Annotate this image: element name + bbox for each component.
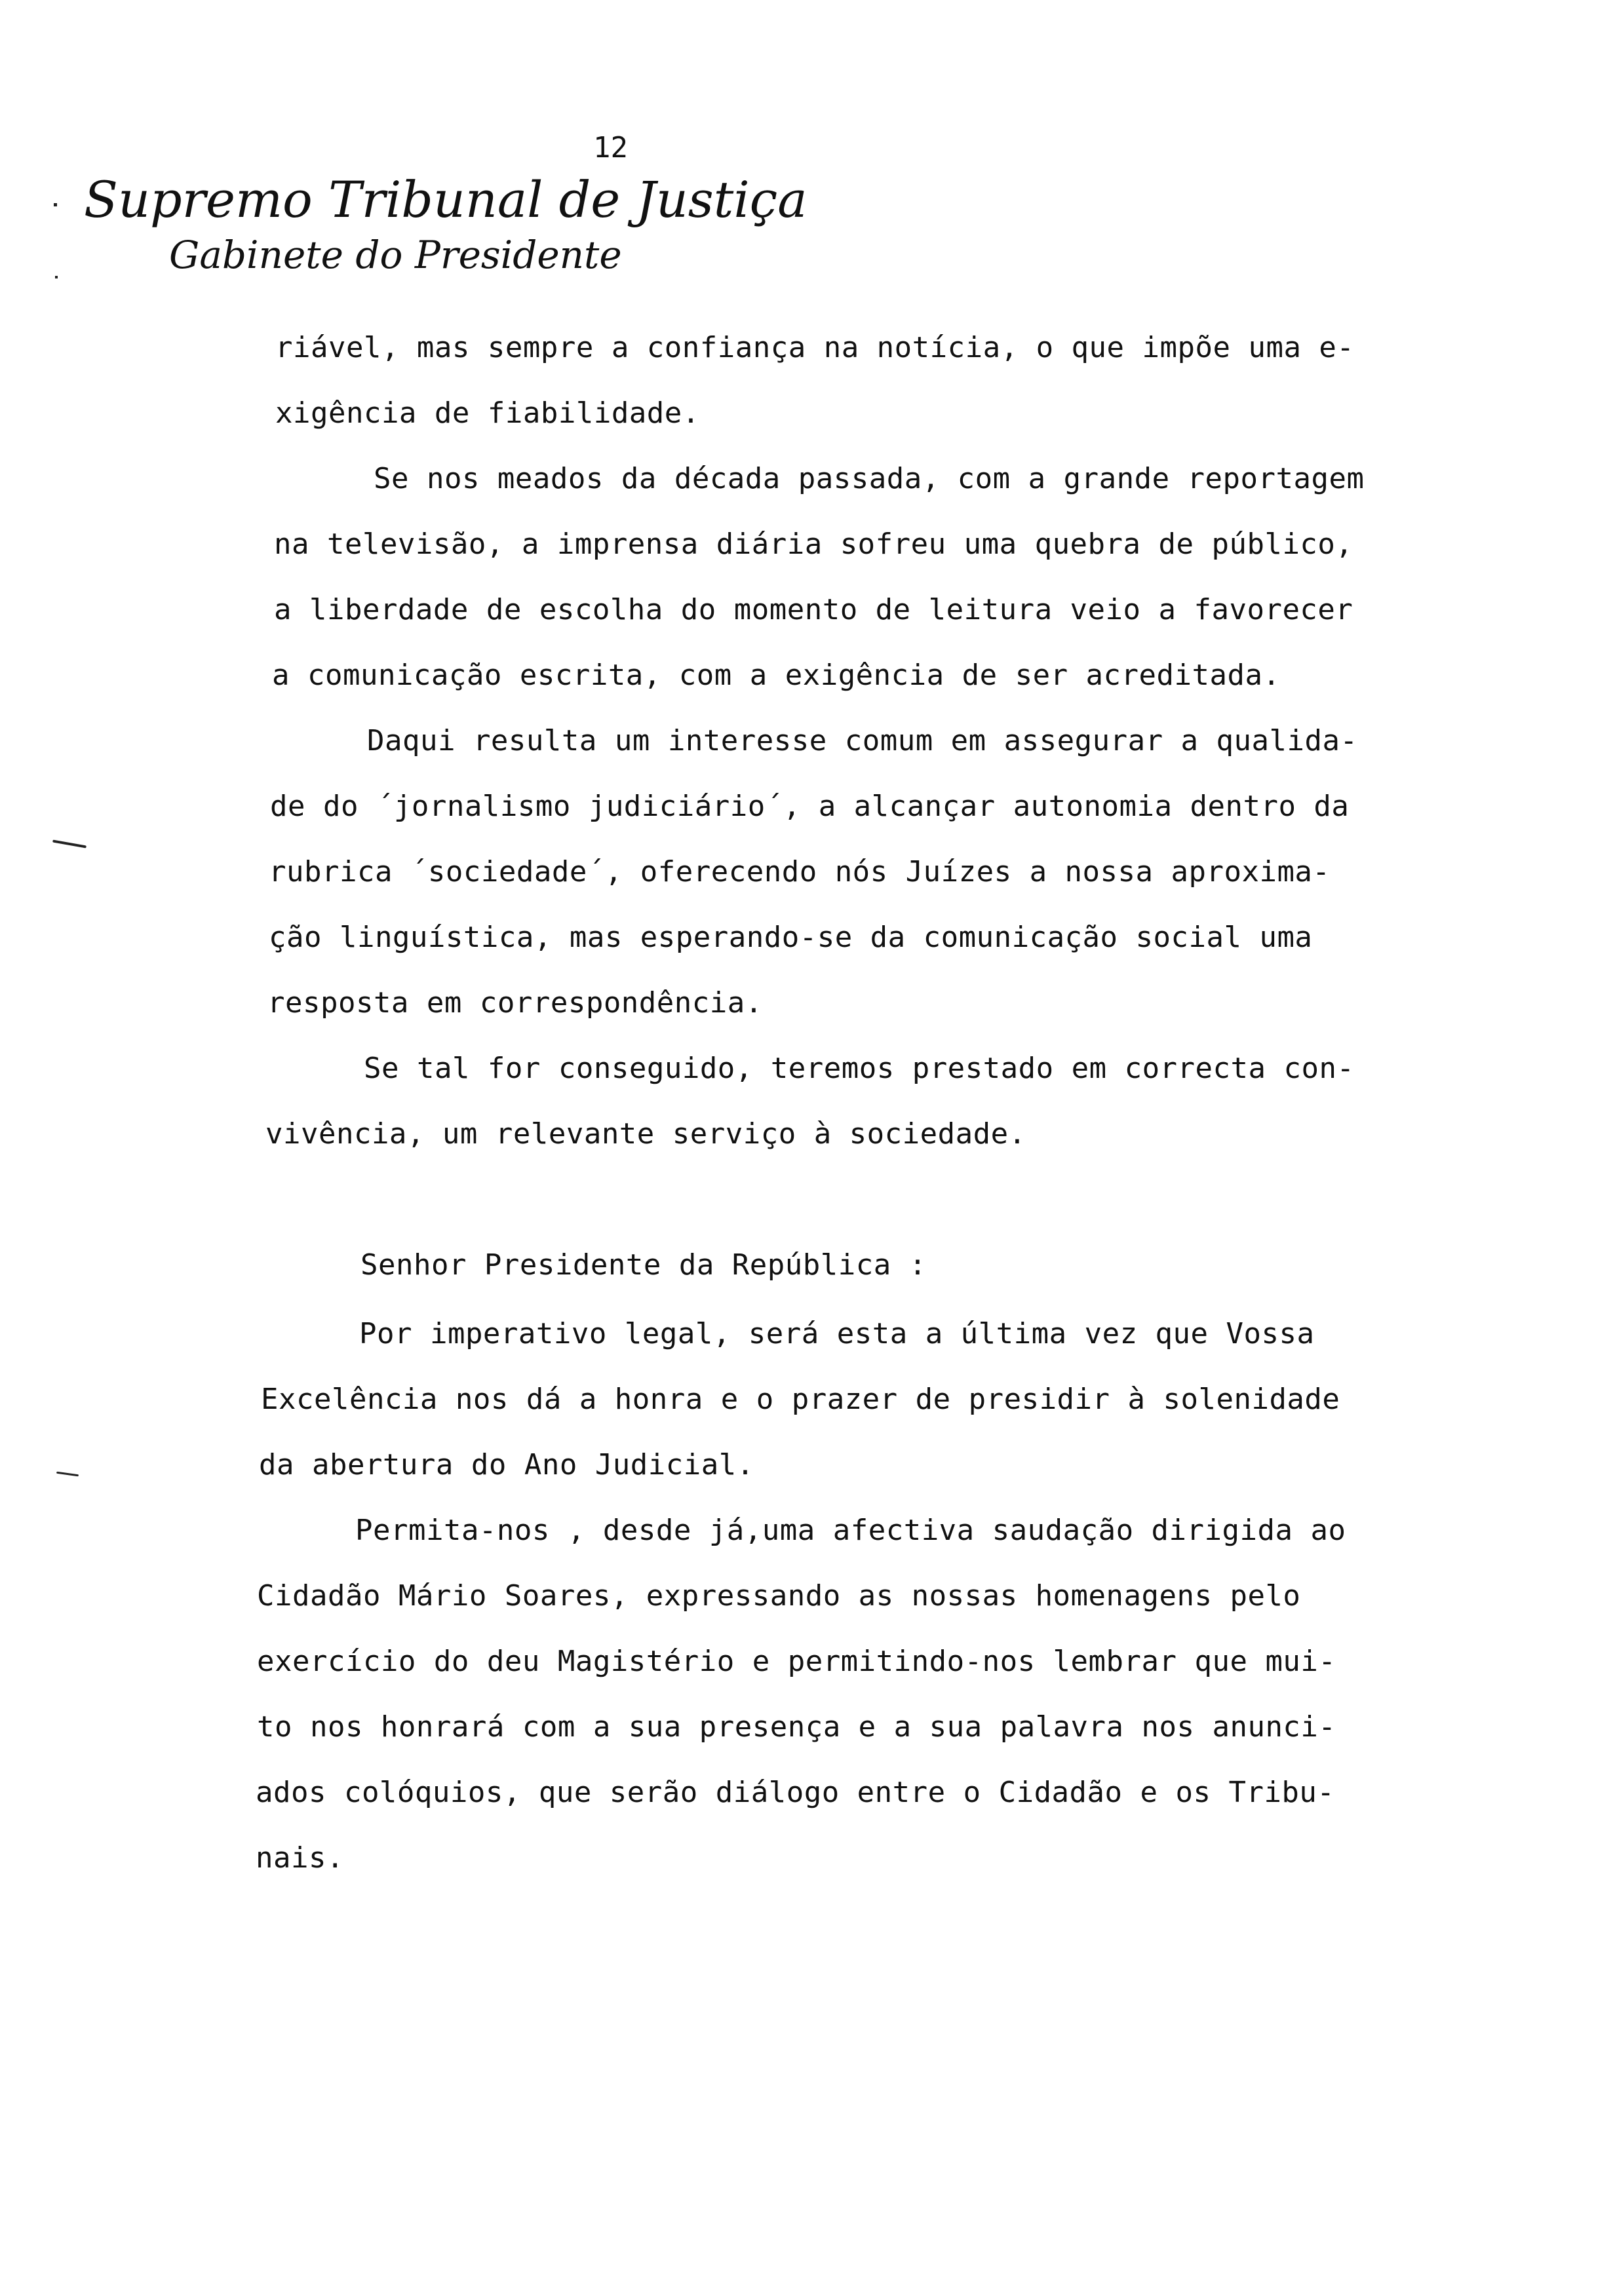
body-line: Se tal for conseguido, teremos prestado em correcta con- xyxy=(364,1052,1355,1085)
body-line: Se nos meados da década passada, com a grande reportagem xyxy=(374,462,1365,495)
body-line: exercício do deu Magistério e permitindo-nos lembrar que mui- xyxy=(257,1645,1336,1678)
body-line: ção linguística, mas esperando-se da comunicação social uma xyxy=(269,921,1313,954)
body-line: nais. xyxy=(256,1841,344,1875)
body-line: a comunicação escrita, com a exigência de ser acreditada. xyxy=(272,659,1281,692)
body-line: xigência de fiabilidade. xyxy=(275,396,700,430)
body-line: to nos honrará com a sua presença e a sua palavra nos anunci- xyxy=(257,1710,1336,1744)
page-number: 12 xyxy=(593,131,628,164)
body-line: rubrica ´sociedade´, oferecendo nós Juízes a nossa aproxima- xyxy=(269,855,1331,889)
body-line: Cidadão Mário Soares, expressando as nossas homenagens pelo xyxy=(257,1579,1301,1613)
body-line: Senhor Presidente da República : xyxy=(360,1248,927,1282)
body-line: na televisão, a imprensa diária sofreu uma quebra de público, xyxy=(274,527,1353,561)
body-line: resposta em correspondência. xyxy=(267,986,763,1020)
letterhead-subtitle: Gabinete do Presidente xyxy=(169,233,622,277)
letterhead-title: Supremo Tribunal de Justiça xyxy=(84,170,808,229)
body-line: riável, mas sempre a confiança na notícia, o que impõe uma e- xyxy=(275,331,1355,364)
body-line: Por imperativo legal, será esta a última vez que Vossa xyxy=(359,1317,1315,1350)
body-line: vivência, um relevante serviço à sociedade. xyxy=(265,1117,1026,1151)
body-line: de do ´jornalismo judiciário´, a alcançar autonomia dentro da xyxy=(270,790,1350,823)
body-line: da abertura do Ano Judicial. xyxy=(259,1448,754,1482)
body-line: Daqui resulta um interesse comum em assegurar a qualida- xyxy=(367,724,1358,757)
body-line: Permita-nos , desde já,uma afectiva saudação dirigida ao xyxy=(355,1514,1346,1547)
body-line: a liberdade de escolha do momento de leitura veio a favorecer xyxy=(274,593,1353,626)
body-line: ados colóquios, que serão diálogo entre o Cidadão e os Tribu- xyxy=(256,1776,1335,1809)
body-line: Excelência nos dá a honra e o prazer de presidir à solenidade xyxy=(261,1383,1340,1416)
